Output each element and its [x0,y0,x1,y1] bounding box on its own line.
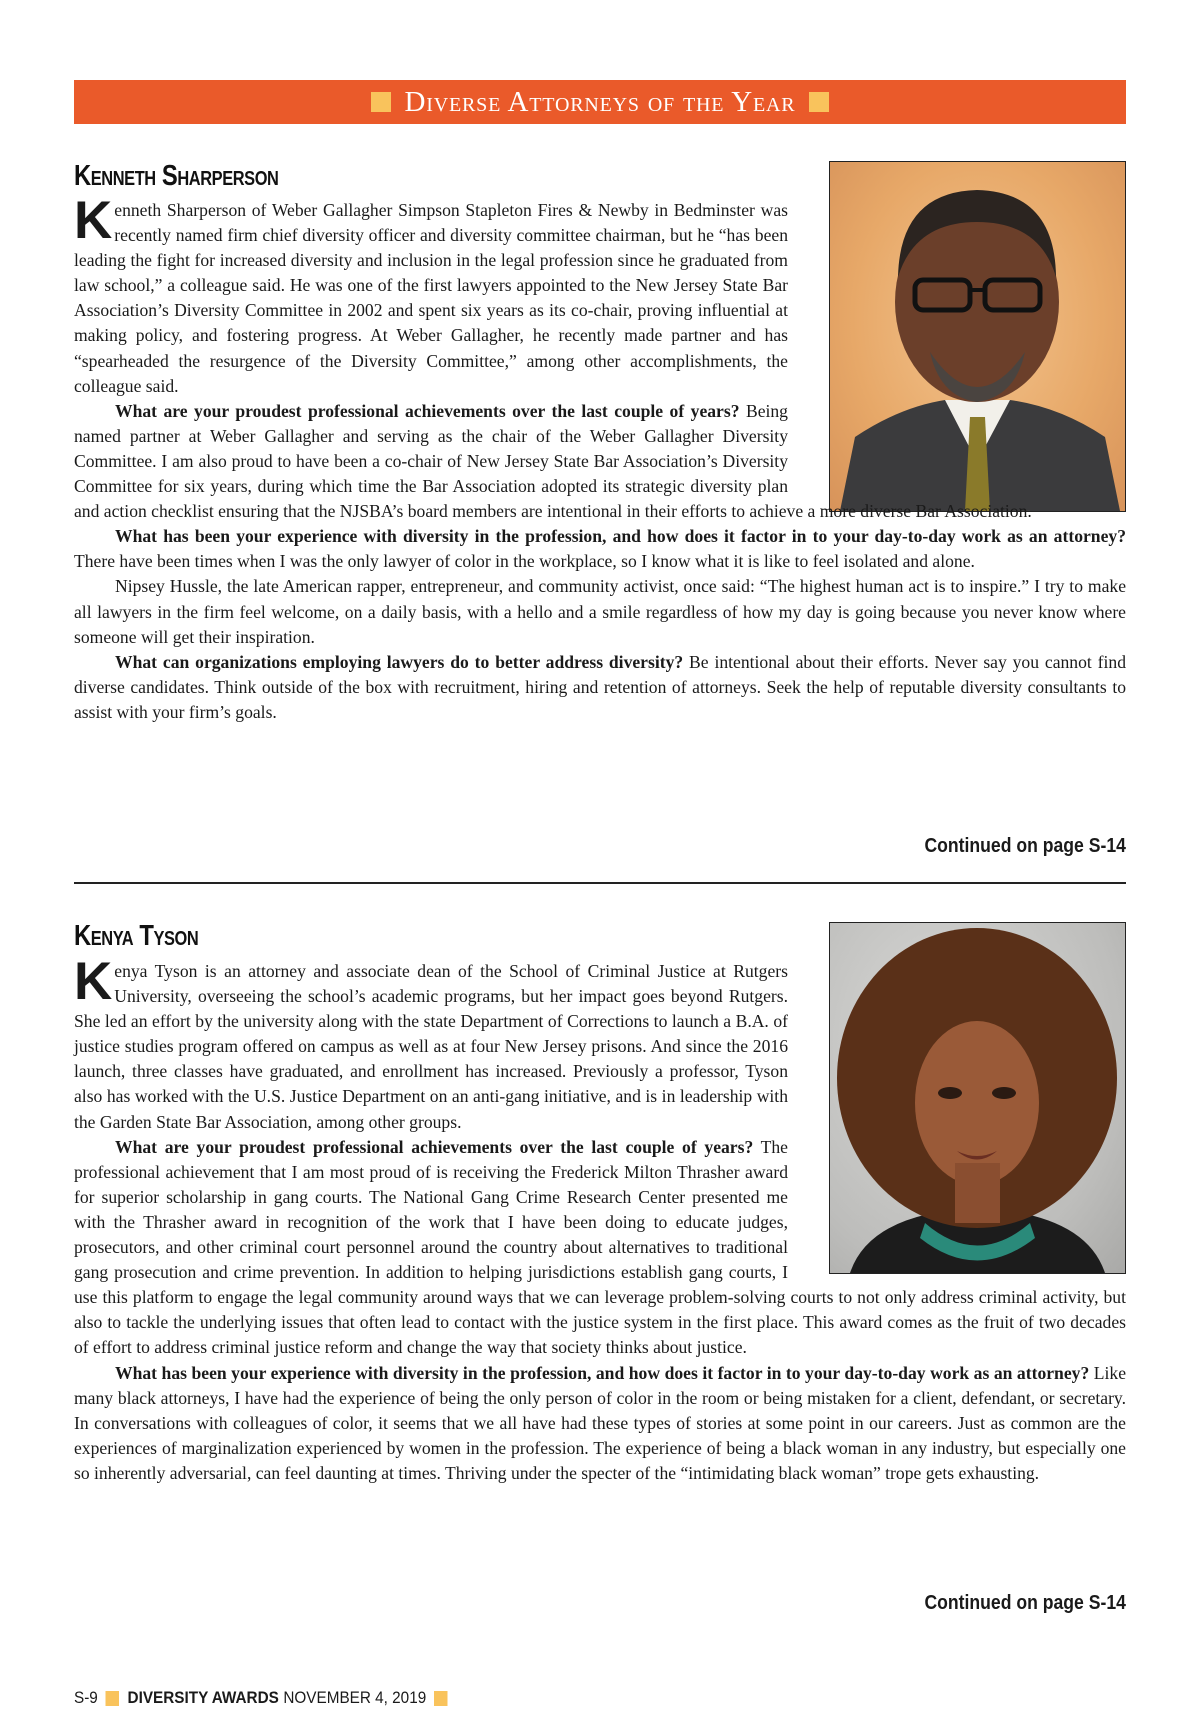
page-number: S-9 [74,1688,98,1707]
qa-paragraph [74,524,1126,574]
square-bullet-icon [434,1691,448,1706]
section-title: Diverse Attorneys of the Year [404,85,796,118]
qa-paragraph [74,650,1126,725]
answer: Like many black attorneys, I have had the experience of being the only person of color in the room or being mistaken for a client, defendant, or secretary. In conversations with colleagues of color, it seems that we all have had these types of stories at some point in our careers. Just as common are the experiences of marginalization experienced by women in the profession. The experience of being a black woman in any industry, but especially one so inherently adversarial, can feel daunting at times. Thriving under the specter of the “intimidating black woman” trope gets exhausting. [74,1362,1127,1483]
publication-section: DIVERSITY AWARDS [127,1688,279,1707]
answer: The professional achievement that I am most proud of is receiving the Frederick Milton Thrasher award for superior scholarship in gang courts. The National Gang Crime Research Center presented me with the Thrasher award in recognition of the work that I have been doing to educate judges, prosecutors, and other criminal court personnel around the country about alternatives to traditional gang prosecution and crime prevention. In addition to helping jurisdictions establish gang courts, I use this platform to engage the legal community around ways that we can leverage problem-solving courts to not only address criminal activity, but also to tackle the underlying issues that often lead to contact with the justice system in the first place. This award comes as the fruit of two decades of effort to address criminal justice reform and change the way that society thinks about justice. [74,1136,1126,1358]
question: What has been your experience with diversity in the profession, and how does it factor in to your day-to-day work as an attorney? [115,526,1126,547]
continued-link[interactable]: Continued on page S-14 [924,835,1126,857]
body-paragraph: Nipsey Hussle, the late American rapper, entrepreneur, and community activist, once said: “The highest human act is to inspire.” I try to make all lawyers in the firm feel welcome, on a daily basis, with a hello and a smile regardless of how my day is going because you never know where someone will get their inspiration. [74,576,1126,647]
drop-cap: K [74,191,113,250]
profile1-body [74,191,1126,725]
drop-cap: K [74,952,113,1011]
question: What are your proudest professional achievements over the last couple of years? [115,1136,754,1157]
section-divider [74,882,1126,884]
question: What are your proudest professional achievements over the last couple of years? [115,400,740,421]
answer: Being named partner at Weber Gallagher and serving as the chair of the Weber Gallagher Diversity Committee. I am also proud to have been a co-chair of New Jersey State Bar Association’s Diversity Committee for six years, during which time the Bar Association adopted its strategic diversity plan and action checklist ensuring that the NJSBA’s board members are intentional in their efforts to achieve a more diverse Bar Association. [74,400,1032,522]
answer: Be intentional about their efforts. Never say you cannot find diverse candidates. Think outside of the box with recruitment, hiring and retention of attorneys. Seek the help of reputable diversity consultants to assist with your firm’s goals. [74,651,1126,722]
continued-link[interactable]: Continued on page S-14 [924,1592,1126,1614]
question: What has been your experience with diversity in the profession, and how does it factor in to your day-to-day work as an attorney? [115,1362,1090,1383]
intro-text: enya Tyson is an attorney and associate dean of the School of Criminal Justice at Rutgers University, overseeing the school’s academic programs, but her impact goes beyond Rutgers. She led an effort by the university along with the state Department of Corrections to launch a B.A. of justice studies program offered on campus as well as at four New Jersey prisons. And since the 2016 launch, three classes have graduated, and enrollment has increased. Previously a professor, Tyson also has worked with the U.S. Justice Department on an anti-gang initiative, and is in leadership with the Garden State Bar Association, among other groups. [74,961,788,1132]
square-bullet-icon [371,92,391,112]
square-bullet-icon [106,1691,120,1706]
profile2-body [74,952,1127,1486]
section-banner [74,80,1126,124]
page-footer [74,1688,456,1708]
answer: There have been times when I was the only lawyer of color in the workplace, so I know what it is like to feel isolated and alone. [74,551,975,572]
qa-paragraph [74,1361,1126,1486]
intro-text: enneth Sharperson of Weber Gallagher Simpson Stapleton Fires & Newby in Bedminster was recently named firm chief diversity officer and diversity committee chairman, but he “has been leading the fight for increased diversity and inclusion in the legal profession since he graduated from law school,” a colleague said. He was one of the first lawyers appointed to the New Jersey State Bar Association’s Diversity Committee in 2002 and spent six years as its co-chair, proving influential at making policy, and fostering progress. At Weber Gallagher, he recently made partner and has “spearheaded the resurgence of the Diversity Committee,” among other accomplishments, the colleague said. [74,200,788,396]
profile-name-kenya: Kenya Tyson [74,920,199,952]
profile-name-kenneth: Kenneth Sharperson [74,160,279,192]
publication-date: NOVEMBER 4, 2019 [283,1688,427,1707]
square-bullet-icon [809,92,829,112]
question: What can organizations employing lawyers do to better address diversity? [115,651,684,672]
